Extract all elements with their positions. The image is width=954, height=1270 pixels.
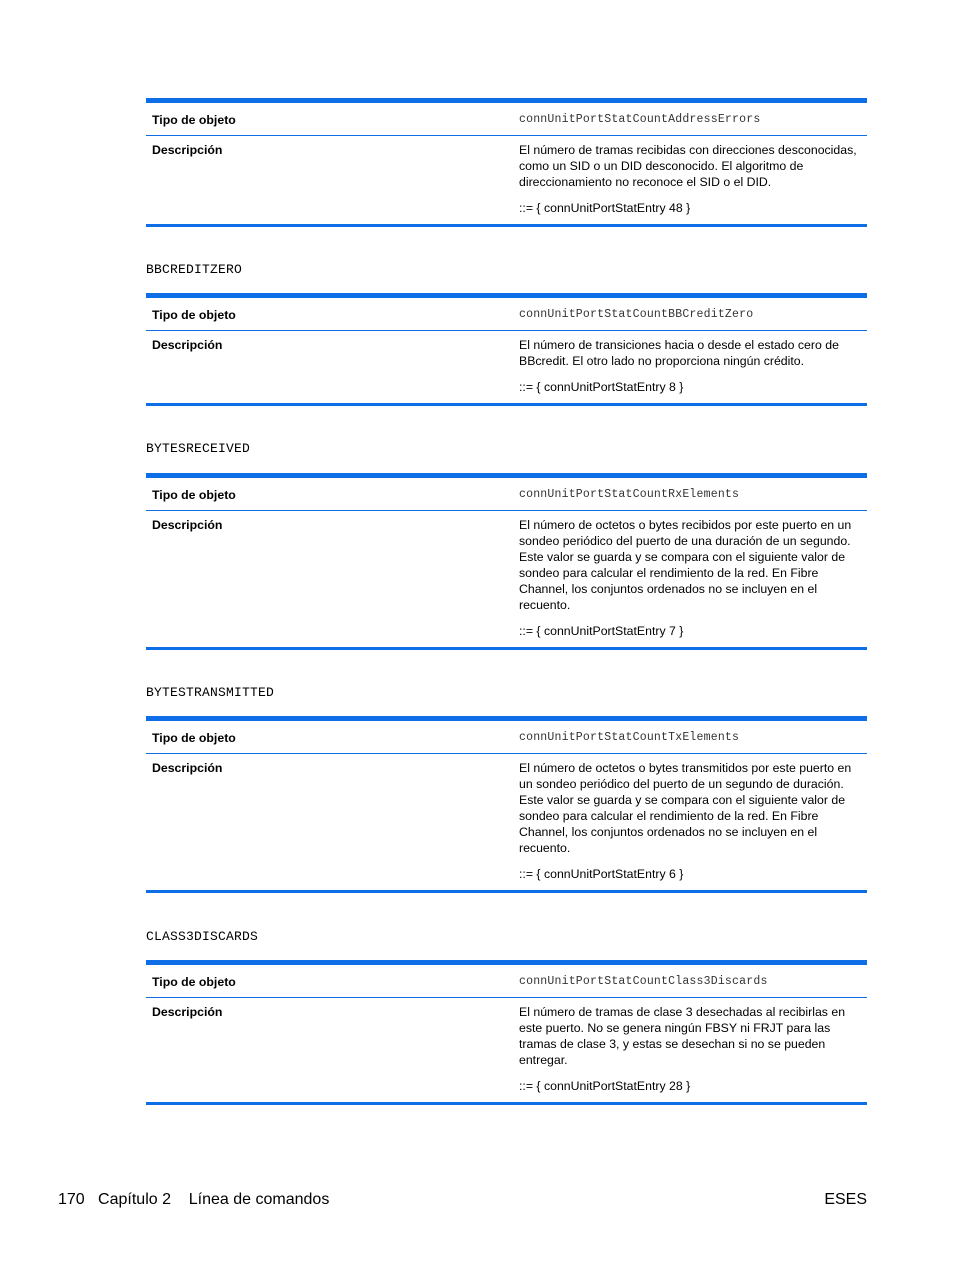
chapter-title: Línea de comandos [188,1191,330,1208]
type-value: connUnitPortStatCountBBCreditZero [513,296,867,331]
object-table-bbcreditzero [146,293,867,406]
object-table-address-errors [146,98,867,227]
page-footer-left [58,1191,329,1209]
object-table-class3discards [146,960,867,1105]
description-text: El número de tramas recibidas con direcciones desconocidas, como un SID o un DID desconocido. El algoritmo de direccionamiento no reconoce el SID o el DID. [519,143,857,189]
type-label: Tipo de objeto [146,476,513,511]
description-label: Descripción [152,1005,223,1019]
section-heading-bytesreceived: BYTESRECEIVED [146,441,251,456]
description-label: Descripción [152,518,223,532]
section-heading-bytestransmitted: BYTESTRANSMITTED [146,685,275,700]
mib-entry: ::= { connUnitPortStatEntry 28 } [519,1079,691,1093]
mib-entry: ::= { connUnitPortStatEntry 48 } [519,201,691,215]
type-label: Tipo de objeto [146,963,513,998]
type-value: connUnitPortStatCountTxElements [513,719,867,754]
object-table-bytesreceived [146,473,867,650]
type-value: connUnitPortStatCountAddressErrors [513,101,867,136]
description-label: Descripción [152,338,223,352]
description-label: Descripción [152,761,223,775]
type-label: Tipo de objeto [146,296,513,331]
type-value: connUnitPortStatCountRxElements [513,476,867,511]
mib-entry: ::= { connUnitPortStatEntry 6 } [519,867,684,881]
mib-entry: ::= { connUnitPortStatEntry 8 } [519,380,684,394]
object-table-bytestransmitted [146,716,867,893]
locale-code: ESES [824,1191,867,1208]
description-label: Descripción [152,143,223,157]
description-text: El número de octetos o bytes recibidos por este puerto en un sondeo periódico del puerto de una duración de un segundo. Este valor se guarda y se compara con el siguiente valor de sondeo para calcular el rendimiento de la red. En Fibre Channel, los conjuntos ordenados no se incluyen en el recuento. [519,518,852,612]
type-value: connUnitPortStatCountClass3Discards [513,963,867,998]
page-number: 170 [58,1191,85,1208]
description-text: El número de octetos o bytes transmitidos por este puerto en un sondeo periódico del puerto de un segundo de duración. Este valor se guarda y se compara con el siguiente valor de sondeo para calcular el rendimiento de la red. En Fibre Channel, los conjuntos ordenados no se incluyen en el recuento. [519,761,852,855]
type-label: Tipo de objeto [146,719,513,754]
type-label: Tipo de objeto [146,101,513,136]
description-text: El número de tramas de clase 3 desechadas al recibirlas en este puerto. No se genera ningún FBSY ni FRJT para las tramas de clase 3, y estas se desechan si no se pueden entregar. [519,1005,846,1067]
chapter-label: Capítulo 2 [98,1191,171,1208]
description-text: El número de transiciones hacia o desde el estado cero de BBcredit. El otro lado no proporciona ningún crédito. [519,338,839,368]
section-heading-bbcreditzero: BBCREDITZERO [146,262,243,277]
mib-entry: ::= { connUnitPortStatEntry 7 } [519,624,684,638]
section-heading-class3discards: CLASS3DISCARDS [146,929,259,944]
